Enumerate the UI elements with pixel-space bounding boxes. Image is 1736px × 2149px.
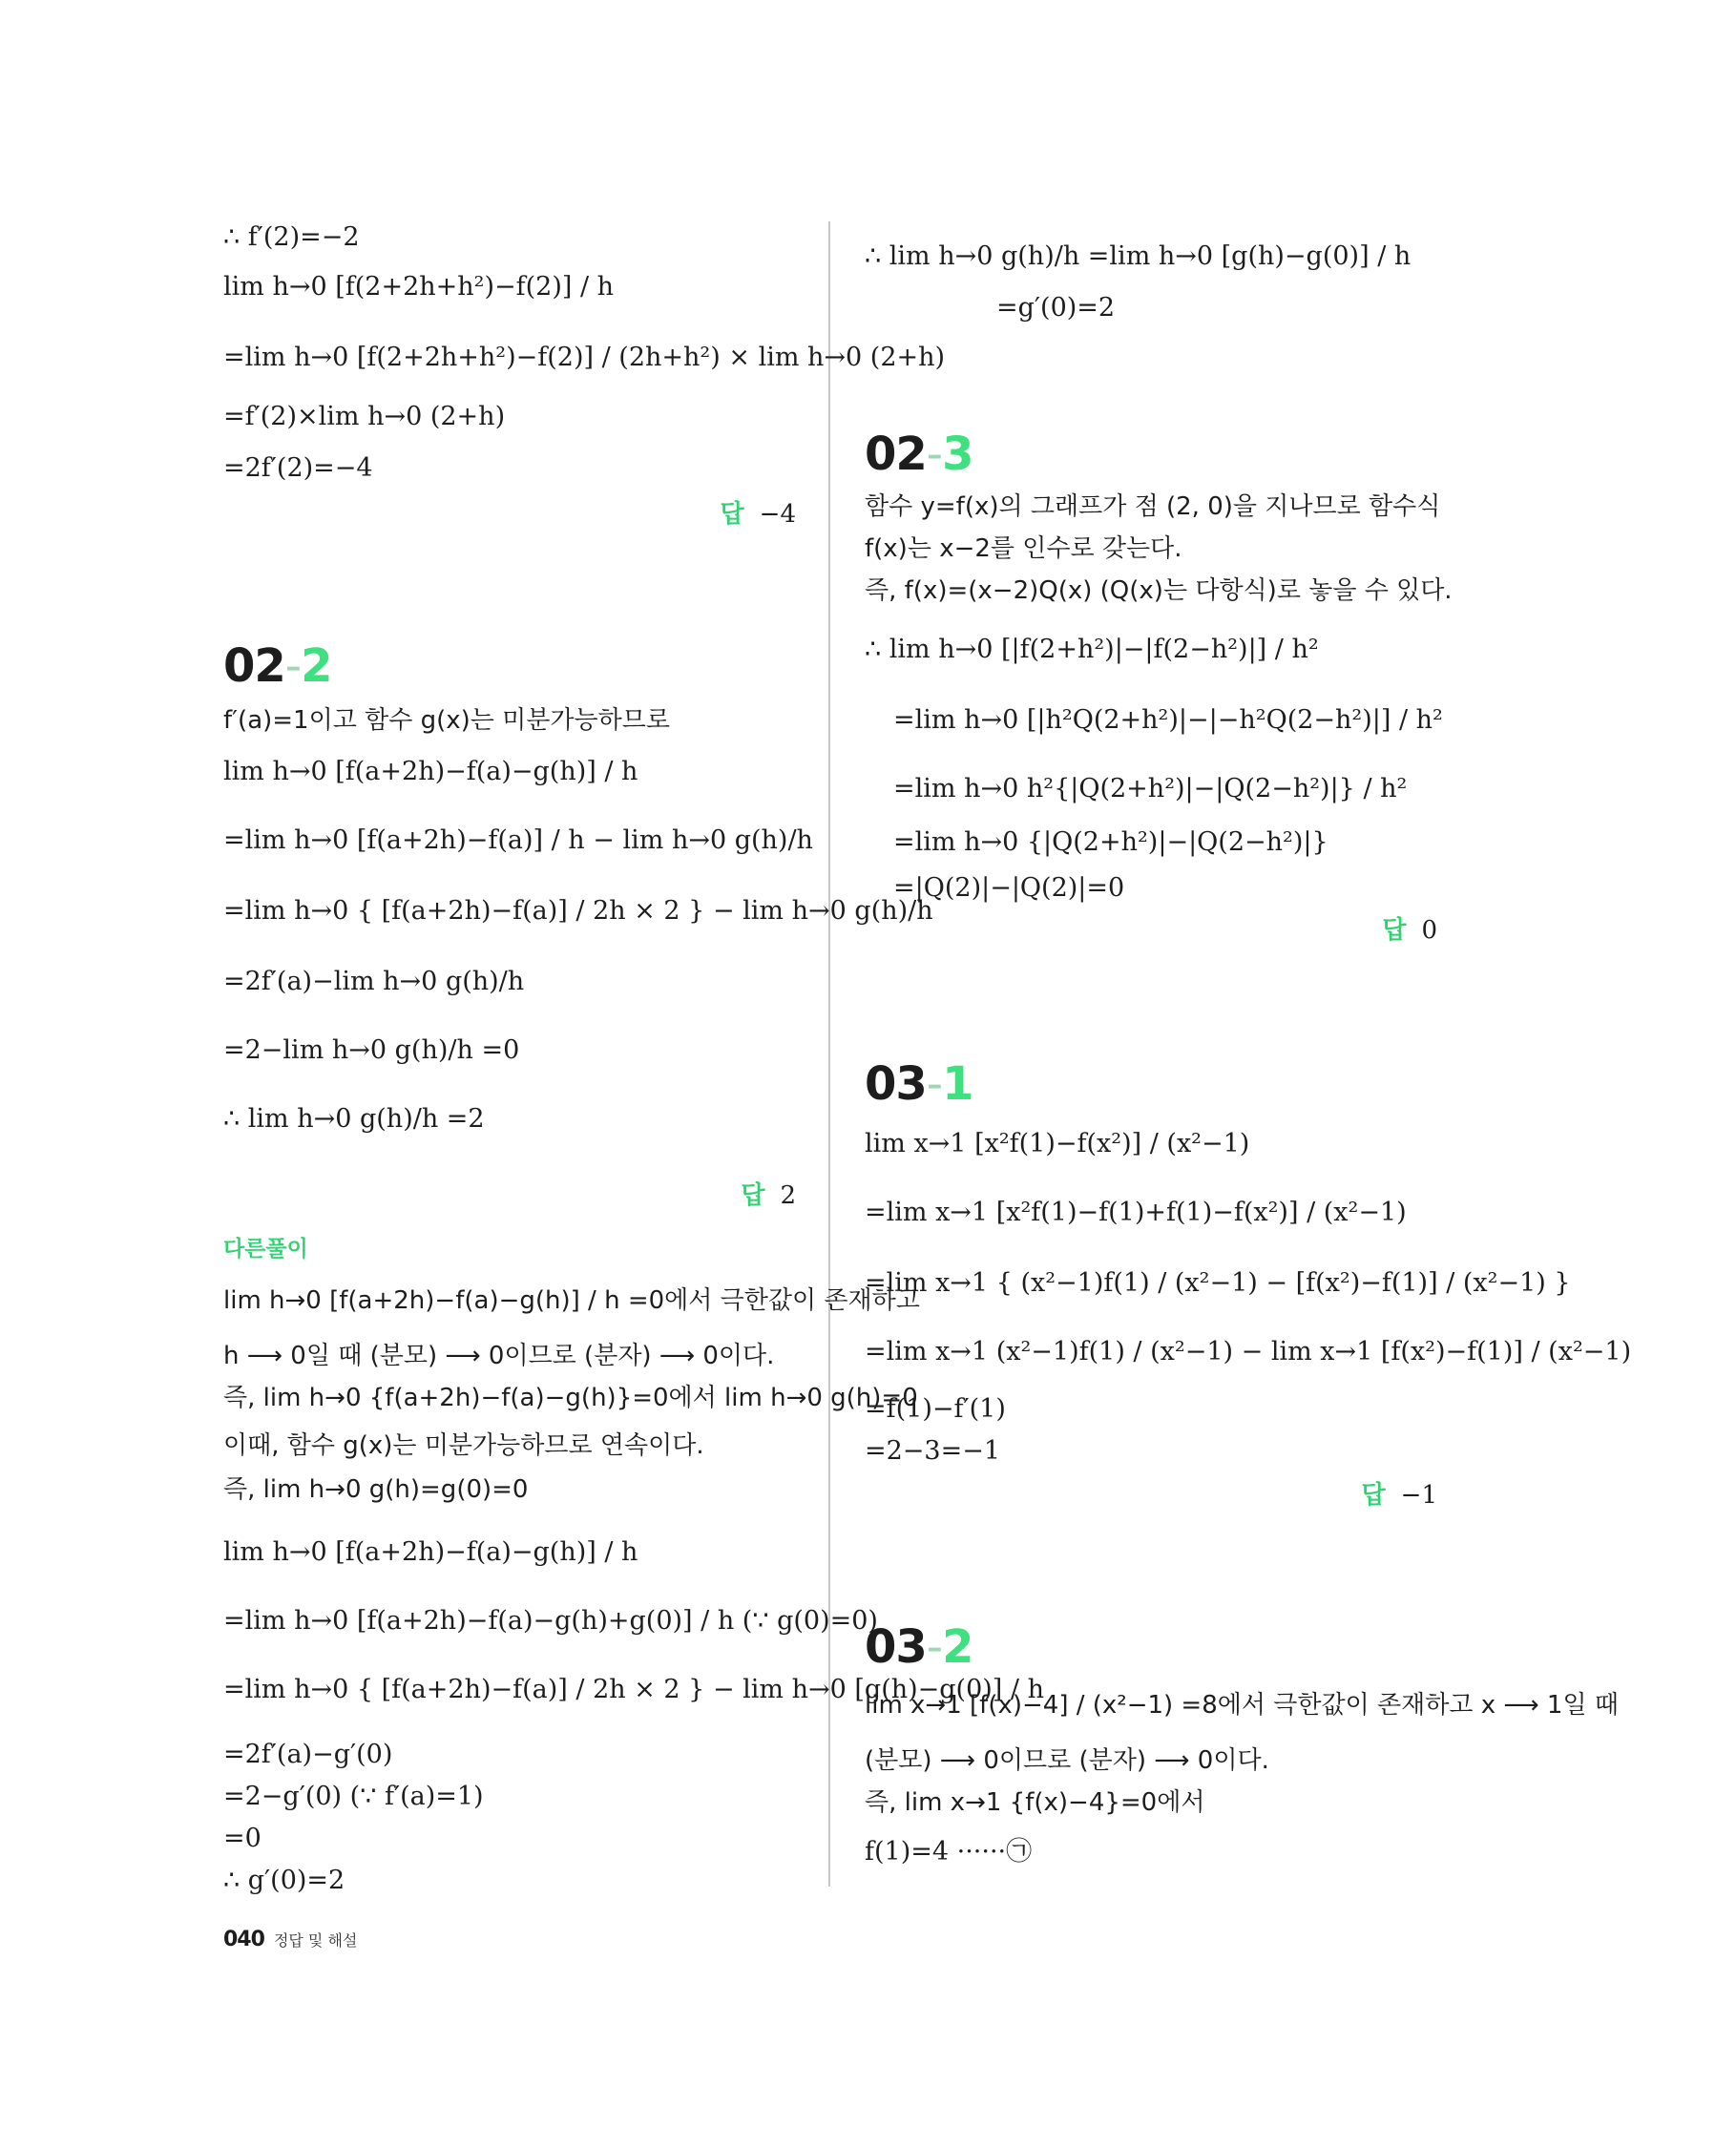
math-line: =0 — [223, 1824, 261, 1853]
section-number: 03 — [865, 1620, 927, 1674]
math-line: ∴ lim h→0 g(h)/h =lim h→0 [g(h)−g(0)] / h — [865, 241, 1412, 271]
math-line: 즉, lim h→0 g(h)=g(0)=0 — [223, 1475, 529, 1504]
math-line: =2−lim h→0 g(h)/h =0 — [223, 1035, 520, 1065]
answer-label: 답 — [1382, 916, 1407, 945]
math-line: f′(a)=1이고 함수 g(x)는 미분가능하므로 — [223, 706, 670, 735]
math-line: lim h→0 [f(a+2h)−f(a)−g(h)] / h =0에서 극한값이 존재하고 — [223, 1286, 920, 1315]
section-subnumber: 1 — [942, 1057, 973, 1111]
answer — [721, 498, 796, 531]
math-line: 즉, lim x→1 {f(x)−4}=0에서 — [865, 1788, 1205, 1817]
section-heading — [865, 1057, 973, 1111]
math-line: =lim h→0 h²{|Q(2+h²)|−|Q(2−h²)|} / h² — [893, 774, 1408, 803]
answer — [1362, 1479, 1437, 1512]
answer-value: −1 — [1400, 1481, 1437, 1510]
math-line: h ⟶ 0일 때 (분모) ⟶ 0이므로 (분자) ⟶ 0이다. — [223, 1342, 775, 1370]
math-line: (분모) ⟶ 0이므로 (분자) ⟶ 0이다. — [865, 1746, 1269, 1775]
answer-label: 답 — [1361, 1481, 1386, 1510]
math-line: =lim h→0 { [f(a+2h)−f(a)] / 2h × 2 } − lim h→0 [g(h)−g(0)] / h — [223, 1675, 1044, 1704]
section-dash: - — [926, 1620, 943, 1674]
math-line: f(1)=4 ······㉠ — [865, 1837, 1033, 1867]
math-line: =lim h→0 {|Q(2+h²)|−|Q(2−h²)|} — [893, 827, 1328, 857]
math-line: =lim h→0 [f(a+2h)−f(a)] / h − lim h→0 g(h)/h — [223, 825, 813, 855]
section-heading — [223, 639, 332, 693]
math-line: ∴ lim h→0 [|f(2+h²)|−|f(2−h²)|] / h² — [865, 635, 1319, 664]
section-subnumber: 2 — [301, 639, 332, 693]
math-line: =lim x→1 (x²−1)f(1) / (x²−1) − lim x→1 [f(x²)−f(1)] / (x²−1) — [865, 1337, 1632, 1367]
math-line: =lim x→1 { (x²−1)f(1) / (x²−1) − [f(x²)−f(1)] / (x²−1) } — [865, 1268, 1571, 1298]
math-line: =lim h→0 [f(2+2h+h²)−f(2)] / (2h+h²) × lim h→0 (2+h) — [223, 343, 946, 372]
math-line: ∴ f′(2)=−2 — [223, 222, 360, 252]
answer-label: 답 — [720, 500, 744, 529]
math-line: =2−3=−1 — [865, 1436, 1001, 1466]
answer-value: 2 — [780, 1181, 796, 1210]
math-line: =lim h→0 [f(a+2h)−f(a)−g(h)+g(0)] / h (∵ g(0)=0) — [223, 1606, 878, 1636]
math-line: =lim h→0 { [f(a+2h)−f(a)] / 2h × 2 } − lim h→0 g(h)/h — [223, 896, 933, 926]
section-dash: - — [926, 1057, 943, 1111]
math-line: =g′(0)=2 — [996, 293, 1116, 323]
math-line: =lim x→1 [x²f(1)−f(1)+f(1)−f(x²)] / (x²−1) — [865, 1198, 1407, 1227]
math-line: 즉, f(x)=(x−2)Q(x) (Q(x)는 다항식)로 놓을 수 있다. — [865, 576, 1453, 605]
section-subnumber: 3 — [942, 428, 973, 481]
math-line: ∴ g′(0)=2 — [223, 1866, 345, 1895]
math-line: ∴ lim h→0 g(h)/h =2 — [223, 1104, 485, 1134]
math-line: f(x)는 x−2를 인수로 갖는다. — [865, 534, 1182, 563]
section-subnumber: 2 — [942, 1620, 973, 1674]
math-line: lim h→0 [f(a+2h)−f(a)−g(h)] / h — [223, 757, 638, 786]
answer-value: −4 — [759, 500, 796, 529]
answer — [1382, 914, 1437, 947]
math-line: lim x→1 [f(x)−4] / (x²−1) =8에서 극한값이 존재하고 x ⟶ 1일 때 — [865, 1691, 1619, 1720]
page-footer — [223, 1928, 357, 1951]
math-line: lim x→1 [x²f(1)−f(x²)] / (x²−1) — [865, 1129, 1250, 1158]
section-dash: - — [284, 639, 302, 693]
section-heading — [865, 1620, 973, 1674]
alternative-solution-title: 다른풀이 — [223, 1237, 308, 1262]
section-number: 02 — [865, 428, 927, 481]
page-number: 040 — [223, 1928, 264, 1951]
footer-title: 정답 및 해설 — [273, 1931, 358, 1950]
answer-value: 0 — [1421, 916, 1437, 945]
math-line: =2f′(a)−g′(0) — [223, 1740, 393, 1769]
answer — [741, 1179, 796, 1212]
math-line: 즉, lim h→0 {f(a+2h)−f(a)−g(h)}=0에서 lim h→0 g(h)=0 — [223, 1384, 918, 1412]
math-line: lim h→0 [f(2+2h+h²)−f(2)] / h — [223, 272, 615, 302]
math-line: =|Q(2)|−|Q(2)|=0 — [893, 873, 1125, 903]
math-line: lim h→0 [f(a+2h)−f(a)−g(h)] / h — [223, 1537, 638, 1567]
section-number: 03 — [865, 1057, 927, 1111]
math-line: =f′(2)×lim h→0 (2+h) — [223, 402, 506, 431]
math-line: =2f′(a)−lim h→0 g(h)/h — [223, 967, 525, 996]
math-line: 함수 y=f(x)의 그래프가 점 (2, 0)을 지나므로 함수식 — [865, 492, 1441, 521]
section-number: 02 — [223, 639, 285, 693]
math-line: =lim h→0 [|h²Q(2+h²)|−|−h²Q(2−h²)|] / h² — [893, 705, 1443, 735]
math-line: 이때, 함수 g(x)는 미분가능하므로 연속이다. — [223, 1431, 704, 1460]
section-heading — [865, 428, 973, 481]
answer-label: 답 — [741, 1181, 765, 1210]
math-line: =2−g′(0) (∵ f′(a)=1) — [223, 1782, 484, 1811]
math-line: =f(1)−f′(1) — [865, 1394, 1006, 1424]
math-line: =2f′(2)=−4 — [223, 453, 373, 483]
section-dash: - — [926, 428, 943, 481]
